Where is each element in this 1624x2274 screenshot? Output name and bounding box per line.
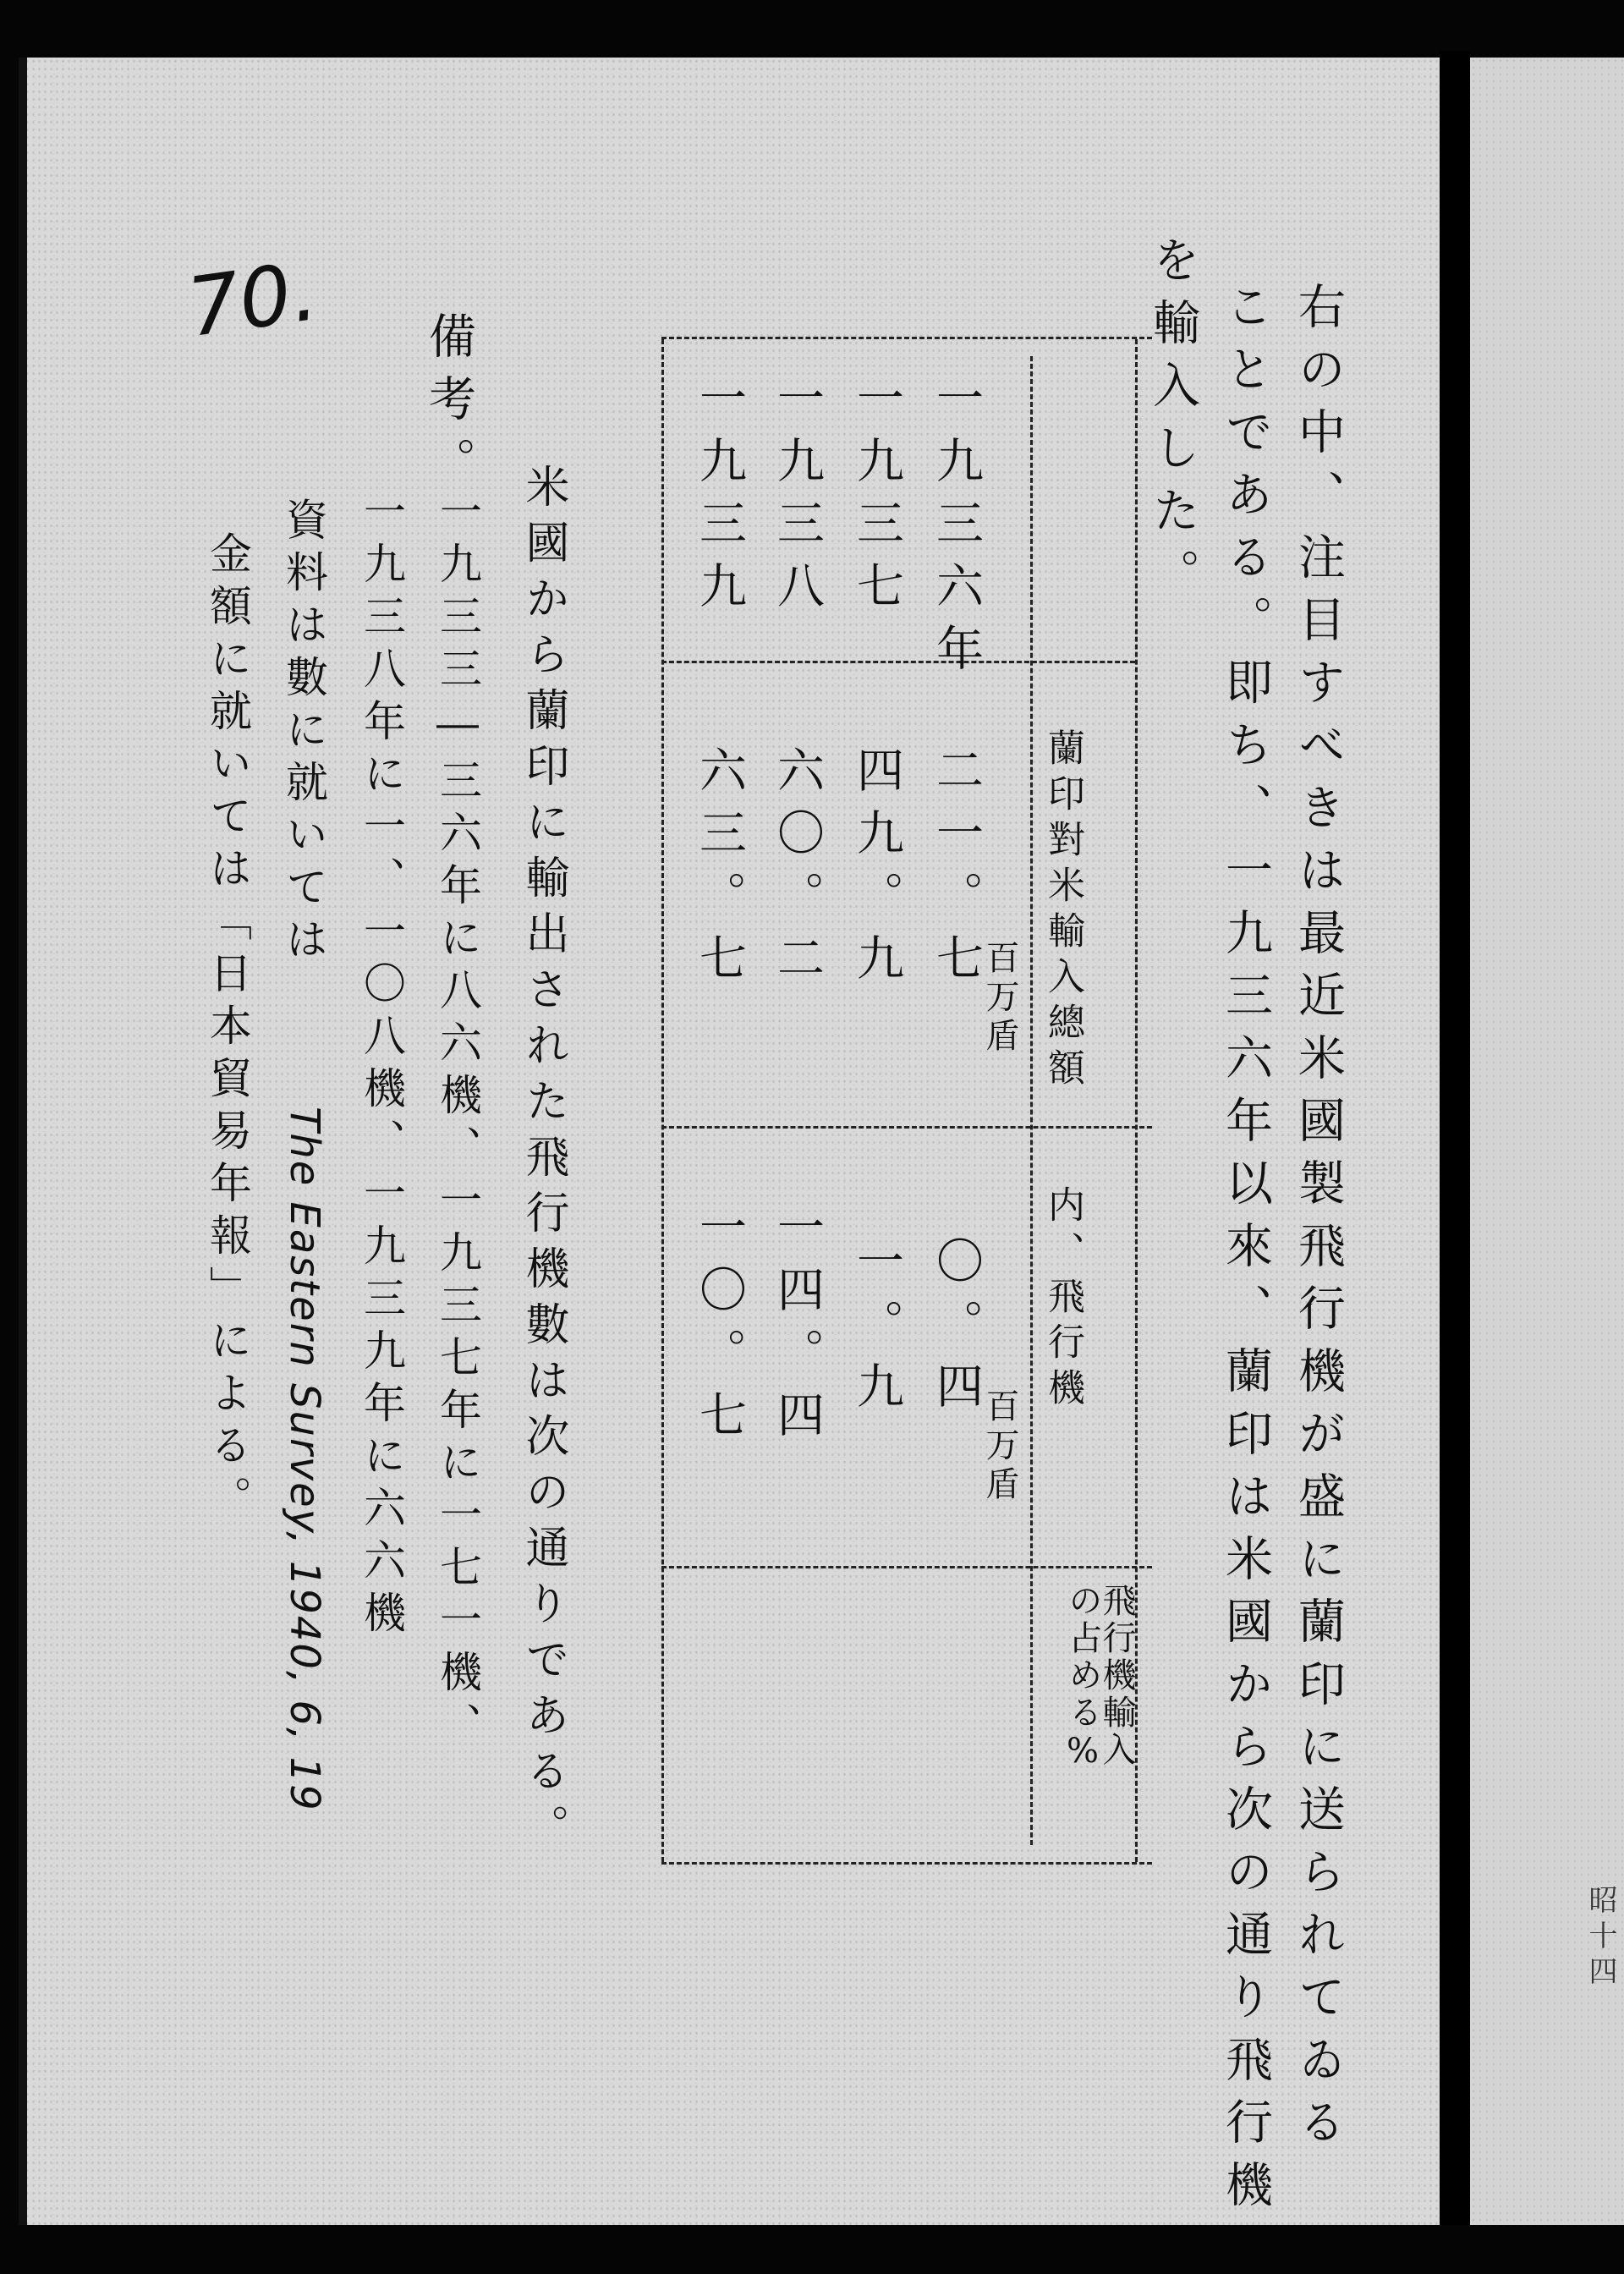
note-line-2: 一九三八年に一、一〇八機、一九三九年に六六機: [357, 489, 406, 1643]
note-line-1: 一九三三―三六年に八六機、一九三七年に一七一機、: [433, 489, 482, 1755]
paragraph-line-2: ことである。即ち、一九三六年以來、蘭印は米國から次の通り飛行機: [1218, 282, 1273, 2222]
note-line-4: 金額に就いては「日本貿易年報」による。: [203, 531, 252, 1528]
table-rule: [661, 1126, 1152, 1129]
adjacent-page: [1470, 58, 1624, 2225]
table-row-total: 二一。七: [929, 745, 984, 996]
header-total: 蘭印對米輸入總額: [1041, 728, 1084, 1094]
table-row-year: 一九三七: [849, 373, 904, 623]
adjacent-page-text: 昭十四: [1583, 1885, 1617, 1991]
table-row-year: 一九三六年: [929, 373, 984, 686]
table-row-year: 一九三九: [692, 373, 747, 623]
data-table: [661, 337, 1152, 1865]
unit-total: 百万盾: [980, 940, 1019, 1057]
document-page: [19, 58, 1440, 2225]
table-row-total: 六三。七: [692, 745, 747, 996]
table-row-total: 四九。九: [849, 745, 904, 996]
note-line-3-handwritten: The Eastern Survey, 1940, 6, 19: [281, 1107, 328, 1812]
table-row-total: 六〇。二: [770, 745, 825, 996]
note-label: 備考。: [421, 311, 476, 499]
paragraph-line-3: を輸入した。: [1145, 235, 1200, 611]
table-rule: [661, 661, 1135, 663]
note-line-3: 資料は數に就いては: [279, 497, 328, 969]
book-gutter: [1440, 51, 1470, 2225]
table-row-aircraft: 一〇。七: [692, 1202, 747, 1453]
unit-aircraft: 百万盾: [980, 1388, 1019, 1505]
table-rule: [661, 339, 664, 1862]
paragraph-line-1: 右の中、注目すべきは最近米國製飛行機が盛に蘭印に送られてゐる: [1291, 282, 1346, 2160]
note-line-0: 米國から蘭印に輸出された飛行機數は次の通りである。: [518, 464, 568, 1859]
page-number: 70.: [181, 243, 323, 356]
page-edge: [19, 58, 27, 2225]
table-row-aircraft: 一。九: [849, 1236, 904, 1424]
header-share: 飛行機輸入の占める%: [1063, 1583, 1136, 1774]
table-row-aircraft: 一四。四: [770, 1202, 825, 1453]
header-aircraft: 内、飛行機: [1041, 1185, 1084, 1414]
table-row-year: 一九三八: [770, 373, 825, 623]
table-row-aircraft: 〇。四: [929, 1236, 984, 1424]
table-rule: [1030, 356, 1033, 1845]
table-rule: [661, 1566, 1152, 1568]
